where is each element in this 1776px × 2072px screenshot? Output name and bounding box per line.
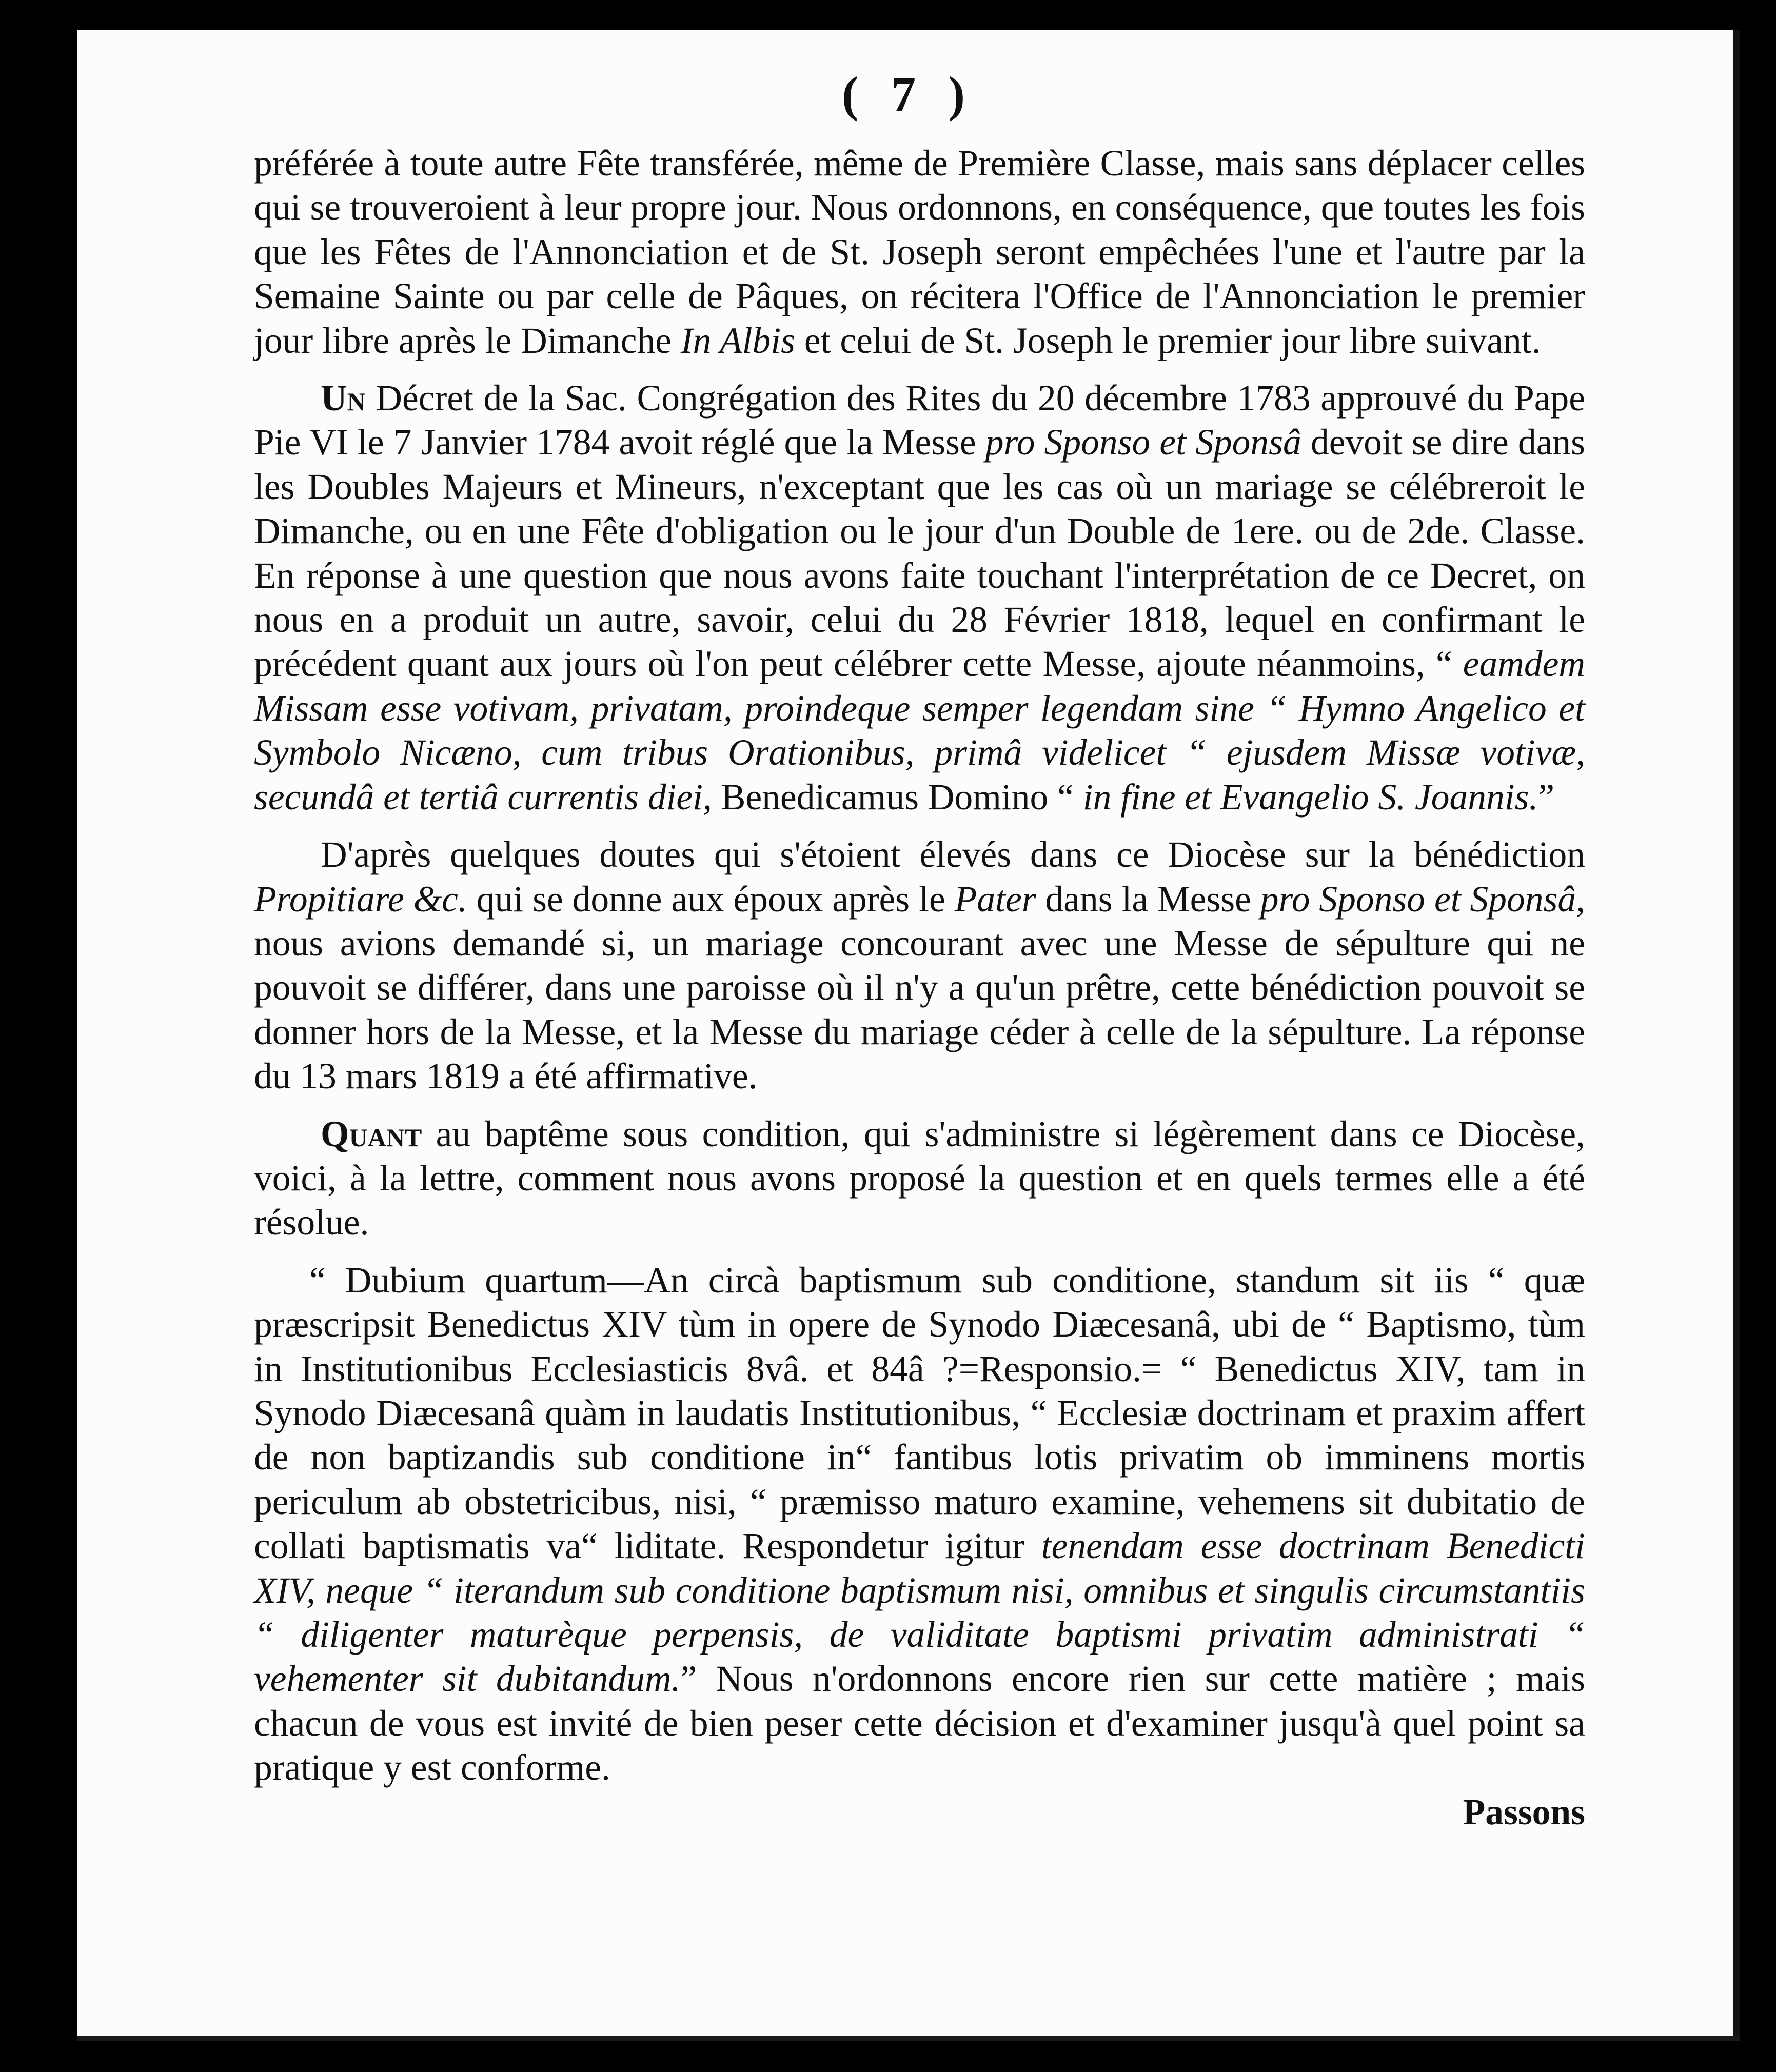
paragraph-2: Un Décret de la Sac. Congrégation des Rites du 20 décembre 1783 approuvé du Pape Pie VI le 7 Janvier 1784 avoit réglé que la Messe pro Sponso et Sponsâ devoit se dire dans les Doubles Majeurs et Mineurs, n'exceptant que les cas où un mariage se célébreroit le Dimanche, ou en une Fête d'obligation ou le jour d'un Double de 1ere. ou de 2de. Classe. En réponse à une question que nous avons faite touchant l'interprétation de ce Decret, on nous en a produit un autre, savoir, celui du 28 Février 1818, lequel en confirmant le précédent quant aux jours où l'on peut célébrer cette Messe, ajoute néanmoins, “ eamdem Missam esse votivam, privatam, proindeque semper legendam sine “ Hymno Angelico et Symbolo Nicæno, cum tribus Orationibus, primâ videlicet “ ejusdem Missæ votivæ, secundâ et tertiâ currentis diei, Benedicamus Domino “ in fine et Evangelio S. Joannis.” — [254, 378, 1586, 818]
paragraph-1: préférée à toute autre Fête transférée, même de Première Classe, mais sans déplacer celles qui se trouveroient à leur propre jour. Nous ordonnons, en conséquence, que toutes les fois que les Fêtes de l'Annonciation et de St. Joseph seront empêchées l'une et l'autre par la Semaine Sainte ou par celle de Pâques, on récitera l'Office de l'Annonciation le premier jour libre après le Dimanche In Albis et celui de St. Joseph le premier jour libre suivant. — [254, 143, 1585, 361]
paragraph-4: Quant au baptême sous condition, qui s'administre si légèrement dans ce Diocèse, voici, à la lettre, comment nous avons proposé la question et en quels termes elle a été résolue. — [254, 1113, 1585, 1243]
page-edge-shadow — [1733, 30, 1740, 2041]
page-number: ( 7 ) — [842, 67, 975, 122]
paragraph-3: D'après quelques doutes qui s'étoient élevés dans ce Diocèse sur la bénédiction Propitiare &c. qui se donne aux époux après le Pater dans la Messe pro Sponso et Sponsâ, nous avions demandé si, un mariage concourant avec une Messe de sépulture qui ne pouvoit se différer, dans une paroisse où il n'y a qu'un prêtre, cette bénédiction pouvoit se donner hors de la Messe, et la Messe du mariage céder à celle de la sépulture. La réponse du 13 mars 1819 a été affirmative. — [254, 834, 1585, 1097]
catchword: Passons — [1463, 1791, 1585, 1832]
document-body — [254, 142, 1585, 1835]
quote-paragraph: “ Dubium quartum—An circà baptismum sub conditione, standum sit iis “ quæ præscripsit Benedictus XIV tùm in opere de Synodo Diæcesanâ, ubi de “ Baptismo, tùm in Institutionibus Ecclesiasticis 8vâ. et 84â ?=Responsio.= “ Benedictus XIV, tam in Synodo Diæcesanâ quàm in laudatis Institutionibus, “ Ecclesiæ doctrinam et praxim affert de non baptizandis sub conditione in“ fantibus lotis privatim ob imminens mortis periculum ab obstetricibus, nisi, “ præmisso maturo examine, vehemens sit dubitatio de collati baptismatis va“ liditate. Respondetur igitur tenendam esse doctrinam Benedicti XIV, neque “ iterandum sub conditione baptismum nisi, omnibus et singulis circumstantiis “ diligenter maturèque perpensis, de validitate baptismi privatim administrati “ vehementer sit dubitandum.” Nous n'ordonnons encore rien sur cette matière ; mais chacun de vous est invité de bien peser cette décision et d'examiner jusqu'à quel point sa pratique y est conforme. — [254, 1260, 1585, 1788]
page — [77, 30, 1740, 2041]
page-bottom-edge — [77, 2036, 1740, 2041]
